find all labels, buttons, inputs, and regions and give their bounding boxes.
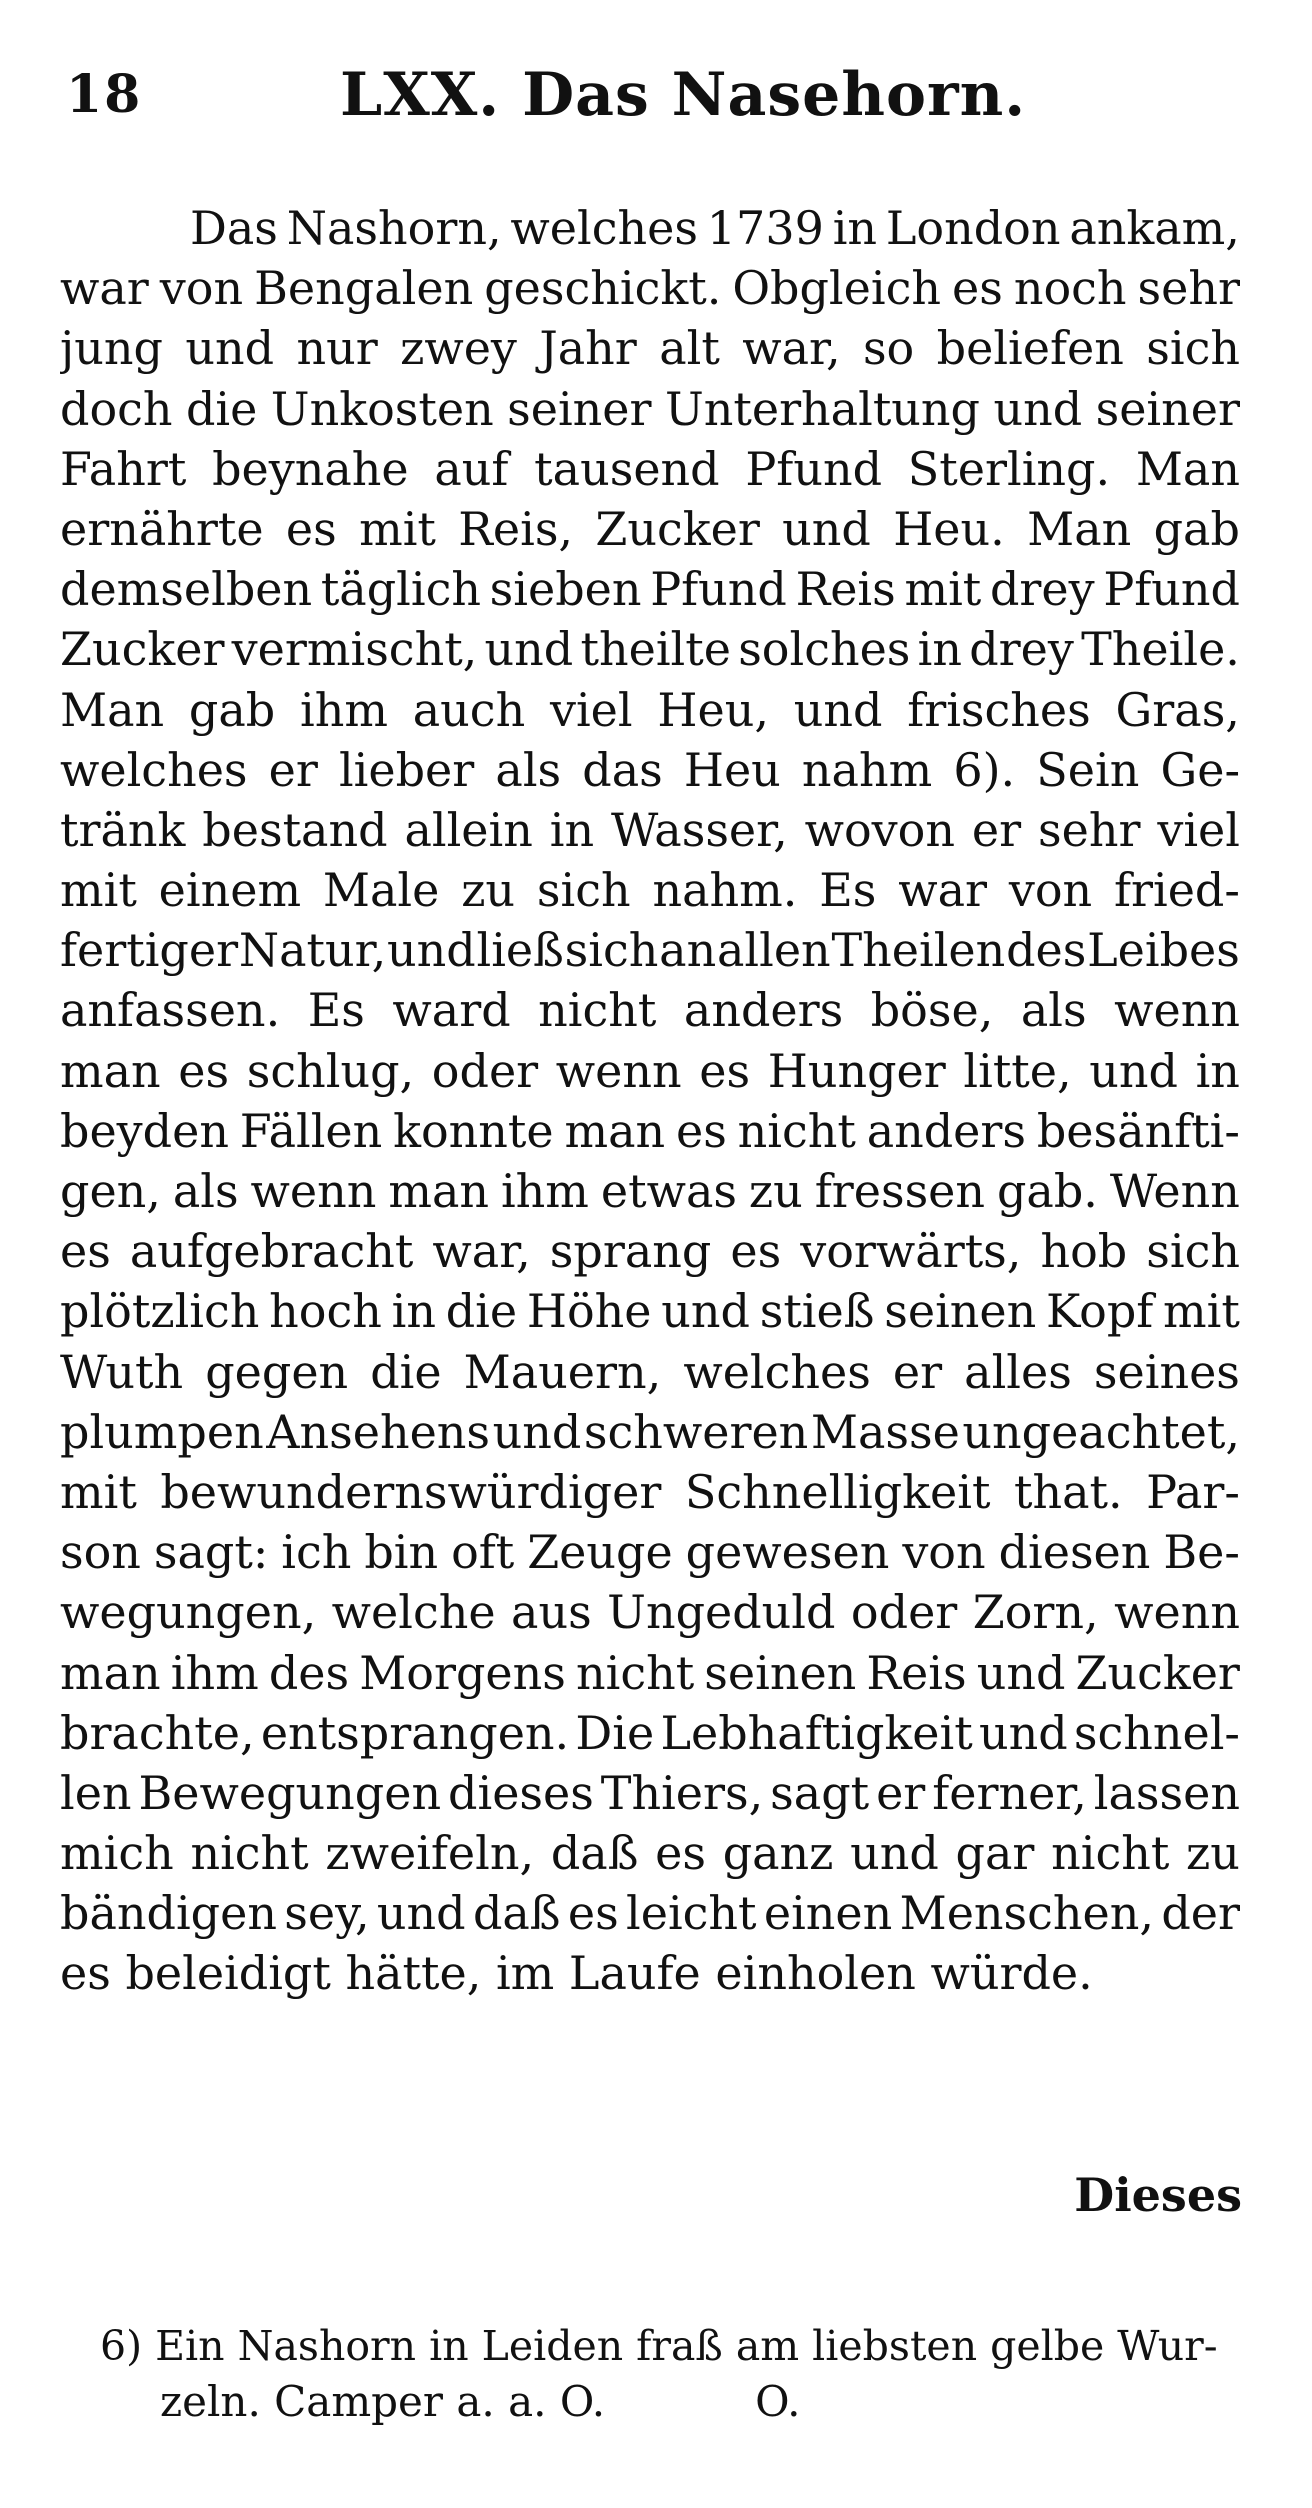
word: Man — [1027, 501, 1132, 556]
word: es — [675, 1103, 727, 1158]
word: drey — [969, 622, 1074, 677]
word: es — [951, 261, 1003, 316]
word: so — [862, 321, 915, 376]
word: und — [492, 1404, 582, 1459]
text-line — [60, 1582, 1240, 1642]
word: daß — [472, 1886, 561, 1941]
word: sieben — [489, 562, 642, 617]
word: man — [60, 1043, 161, 1098]
word: in — [832, 201, 878, 255]
word: konnte — [393, 1103, 554, 1158]
word: anders — [866, 1103, 1027, 1158]
word: Ungeduld — [607, 1585, 836, 1640]
word: auch — [412, 682, 526, 737]
word: mit — [904, 562, 982, 617]
word: fressen — [814, 1164, 986, 1218]
running-title: LXX. Das Nasehorn. — [340, 60, 1027, 130]
word: seinen — [704, 1645, 857, 1700]
word: oder — [850, 1585, 958, 1640]
word: die — [370, 1344, 442, 1399]
word: er — [892, 1344, 943, 1399]
word: es — [60, 1224, 111, 1279]
word: und — [850, 1826, 939, 1881]
word: dieses — [448, 1765, 594, 1820]
word: welches — [510, 201, 698, 255]
word: des — [268, 1645, 350, 1700]
word: er — [268, 742, 318, 797]
word: diesen — [998, 1525, 1151, 1580]
word: vermischt, — [231, 622, 478, 677]
word: Be- — [1163, 1525, 1240, 1580]
word: wenn — [555, 1043, 682, 1098]
word: es — [655, 1826, 706, 1881]
word: London — [885, 201, 1061, 255]
word: ernährte — [60, 501, 264, 556]
word: Nashorn, — [286, 201, 502, 255]
word: er — [971, 802, 1022, 857]
word: demselben — [60, 562, 313, 617]
word: Wenn — [1109, 1164, 1240, 1218]
word: bändigen — [60, 1886, 277, 1941]
text-line: es beleidigt hätte, im Laufe einholen würde. — [60, 1946, 1093, 2001]
text-line — [60, 1462, 1240, 1522]
word: seinen — [884, 1284, 1037, 1339]
text-line — [60, 1883, 1240, 1943]
text-line — [60, 1041, 1240, 1101]
word: Zorn, — [972, 1585, 1099, 1640]
word: wovon — [804, 802, 955, 857]
word: und — [376, 1886, 466, 1941]
text-line — [60, 980, 1240, 1040]
word: gar — [955, 1826, 1035, 1881]
word: und — [782, 501, 871, 556]
word: Theilen — [831, 923, 1006, 978]
word: Reis — [795, 562, 896, 617]
word: Sein — [1036, 742, 1140, 797]
word: sprang — [549, 1224, 712, 1279]
word: war, — [432, 1224, 531, 1279]
word: Kopf — [1046, 1284, 1154, 1339]
word: Heu, — [657, 682, 769, 737]
word: Lebhaftigkeit — [660, 1705, 973, 1760]
word: Pfund — [745, 441, 883, 496]
footnote-line — [100, 2374, 1240, 2430]
word: nahm. — [652, 863, 798, 918]
word: solches — [738, 622, 911, 677]
word: als — [495, 742, 562, 797]
word: hob — [1040, 1224, 1128, 1279]
word: nahm — [801, 742, 933, 797]
word: Zeuge — [527, 1525, 673, 1580]
word: sehr — [1037, 802, 1141, 857]
word: Man — [60, 682, 165, 737]
word: als — [1020, 983, 1087, 1038]
word: schweren — [583, 1404, 809, 1459]
word: sich — [536, 863, 631, 918]
word: Male — [322, 863, 440, 918]
word: täglich — [320, 562, 481, 617]
word: seiner — [507, 381, 652, 436]
text-line — [60, 1402, 1240, 1462]
text-line — [60, 1643, 1240, 1703]
word: Das — [190, 201, 278, 255]
word: einem — [158, 863, 302, 918]
footnote-initial: O. — [755, 2377, 801, 2426]
text-line — [60, 318, 1240, 378]
text-line — [60, 1703, 1240, 1763]
word: aus — [511, 1585, 592, 1640]
word: Es — [307, 983, 365, 1038]
footnote-citation: zeln. Camper a. a. O. — [160, 2377, 606, 2426]
word: bin — [364, 1525, 439, 1580]
word: gegen — [205, 1344, 349, 1399]
word: Menschen, — [899, 1886, 1155, 1941]
word: Ge- — [1160, 742, 1240, 797]
word: und — [793, 682, 883, 737]
word: seiner — [1095, 381, 1240, 436]
word: nicht — [575, 1645, 695, 1700]
page-header — [60, 52, 1240, 142]
word: leicht — [626, 1886, 757, 1941]
word: und — [661, 1284, 750, 1339]
word: schnel- — [1073, 1705, 1240, 1760]
footnote-line: 6) Ein Nashorn in Leiden fraß am liebsten gelbe Wur- — [100, 2322, 1218, 2370]
word: sey, — [284, 1886, 370, 1941]
word: Leibes — [1087, 923, 1240, 978]
word: war — [60, 261, 149, 316]
word: Wuth — [60, 1344, 184, 1399]
word: sich — [564, 923, 659, 978]
word: Die — [575, 1705, 655, 1760]
word: hoch — [269, 1284, 382, 1339]
catchword: Dieses — [1074, 2168, 1242, 2222]
word: bestand — [202, 802, 388, 857]
word: der — [1161, 1886, 1240, 1941]
word: welches — [60, 742, 248, 797]
word: war — [898, 863, 987, 918]
word: und — [993, 381, 1083, 436]
word: mit — [1163, 1284, 1240, 1339]
text-line — [60, 1342, 1240, 1402]
word: und — [978, 1705, 1068, 1760]
word: wegungen, — [60, 1585, 317, 1640]
word: Zucker — [60, 622, 225, 677]
word: gab. — [996, 1164, 1098, 1218]
word: und — [185, 321, 275, 376]
word: welche — [331, 1585, 496, 1640]
word: besänfti- — [1036, 1103, 1240, 1158]
word: gab — [188, 682, 276, 737]
word: fertiger — [60, 923, 239, 978]
word: die — [185, 381, 258, 436]
word: Reis — [866, 1645, 967, 1700]
word: brachte, — [60, 1705, 255, 1760]
word: doch — [60, 381, 173, 436]
word: und — [387, 923, 476, 978]
word: beliefen — [936, 321, 1124, 376]
word: nicht — [538, 983, 657, 1038]
word: von — [159, 261, 244, 316]
word: tausend — [534, 441, 720, 496]
word: entsprangen. — [260, 1705, 570, 1760]
word: und — [484, 622, 574, 677]
word: und — [976, 1645, 1066, 1700]
word: Es — [819, 863, 877, 918]
word: wenn — [1114, 983, 1240, 1038]
word: zu — [461, 863, 516, 918]
body-text — [60, 198, 1240, 2004]
word: einen — [763, 1886, 893, 1941]
word: nur — [296, 321, 378, 376]
word: sagt — [770, 1765, 870, 1820]
word: litte, — [963, 1043, 1072, 1098]
word: wenn — [1114, 1585, 1240, 1640]
text-line — [60, 619, 1240, 679]
word: ließ — [476, 923, 564, 978]
text-line — [60, 860, 1240, 920]
word: in — [549, 802, 595, 857]
page-number: 18 — [66, 64, 143, 125]
word: auf — [434, 441, 509, 496]
word: war, — [742, 321, 841, 376]
word: es — [699, 1043, 751, 1098]
word: Par- — [1146, 1464, 1240, 1519]
word: etwas — [600, 1164, 737, 1218]
word: er — [876, 1765, 926, 1820]
word: die — [445, 1284, 518, 1339]
word: daß — [550, 1826, 639, 1881]
text-line — [60, 198, 1240, 258]
word: schlug, — [246, 1043, 415, 1098]
word: drey — [989, 562, 1095, 617]
word: sagt: — [153, 1525, 269, 1580]
word: stieß — [759, 1284, 875, 1339]
text-line — [60, 680, 1240, 740]
word: Ansehens — [266, 1404, 491, 1459]
word: man — [60, 1645, 161, 1700]
word: wenn — [250, 1164, 377, 1218]
word: Natur, — [238, 923, 387, 978]
word: in — [917, 622, 962, 677]
word: oder — [431, 1043, 539, 1098]
word: Fahrt — [60, 441, 187, 496]
word: that. — [1013, 1464, 1123, 1519]
word: lieber — [338, 742, 475, 797]
text-line — [60, 439, 1240, 499]
word: ankam, — [1069, 201, 1240, 255]
word: an — [659, 923, 717, 978]
word: alt — [659, 321, 720, 376]
word: gab — [1153, 501, 1240, 556]
word: Pfund — [650, 562, 787, 617]
word: anders — [683, 983, 844, 1038]
word: nicht — [737, 1103, 856, 1158]
word: ungeachtet, — [962, 1404, 1240, 1459]
word: fried- — [1113, 863, 1240, 918]
text-line — [60, 1161, 1240, 1221]
word: nicht — [1051, 1826, 1170, 1881]
word: gewesen — [685, 1525, 890, 1580]
text-line — [60, 1522, 1240, 1582]
word: sich — [1146, 321, 1240, 376]
word: 6). — [953, 742, 1016, 797]
text-line — [60, 1823, 1240, 1883]
word: mit — [60, 1464, 137, 1519]
word: 1739 — [706, 201, 824, 255]
word: Mauern, — [463, 1344, 662, 1399]
word: Gras, — [1115, 682, 1240, 737]
word: beynahe — [212, 441, 409, 496]
word: allein — [404, 802, 533, 857]
word: noch — [1013, 261, 1127, 316]
word: mich — [60, 1826, 174, 1881]
word: theilte — [580, 622, 731, 677]
word: Hunger — [767, 1043, 946, 1098]
word: man — [564, 1103, 666, 1158]
word: ihm — [300, 682, 388, 737]
word: Wasser, — [611, 802, 788, 857]
text-line — [60, 920, 1240, 980]
footnote — [100, 2318, 1240, 2430]
word: allen — [716, 923, 831, 978]
word: Heu — [683, 742, 781, 797]
word: ferner, — [932, 1765, 1087, 1820]
word: es — [567, 1886, 619, 1941]
word: plumpen — [60, 1404, 264, 1459]
word: alles — [964, 1344, 1072, 1399]
word: böse, — [870, 983, 994, 1038]
word: von — [902, 1525, 986, 1580]
word: vorwärts, — [800, 1224, 1022, 1279]
word: plötzlich — [60, 1284, 260, 1339]
word: zwey — [400, 321, 517, 376]
word: ihm — [500, 1164, 589, 1218]
word: viel — [549, 682, 633, 737]
word: bewundernswürdiger — [160, 1464, 662, 1519]
word: Man — [1135, 441, 1240, 496]
word: und — [1089, 1043, 1178, 1098]
text-line — [60, 740, 1240, 800]
word: Fällen — [239, 1103, 383, 1158]
word: mit — [60, 863, 137, 918]
word: ihm — [170, 1645, 259, 1700]
word: das — [582, 742, 663, 797]
word: zu — [1186, 1826, 1240, 1881]
word: von — [1008, 863, 1093, 918]
word: Obgleich — [732, 261, 941, 316]
word: Schnelligkeit — [684, 1464, 991, 1519]
word: lassen — [1093, 1765, 1240, 1820]
word: aufgebracht — [129, 1224, 414, 1279]
word: nicht — [190, 1826, 309, 1881]
word: anfassen. — [60, 983, 281, 1038]
word: Unterhaltung — [664, 381, 981, 436]
word: frisches — [907, 682, 1091, 737]
word: ward — [392, 983, 511, 1038]
word: es — [730, 1224, 782, 1279]
word: Unkosten — [270, 381, 494, 436]
word: Heu. — [893, 501, 1005, 556]
word: Jahr — [539, 321, 637, 376]
word: geschickt. — [484, 261, 722, 316]
word: Pfund — [1103, 562, 1240, 617]
text-line — [60, 1221, 1240, 1281]
word: ganz — [722, 1826, 834, 1881]
word: Zucker — [1075, 1645, 1240, 1700]
word: Zucker — [595, 501, 760, 556]
word: es — [285, 501, 337, 556]
word: zweifeln, — [325, 1826, 535, 1881]
word: Bewegungen — [138, 1765, 442, 1820]
text-line — [60, 379, 1240, 439]
word: beyden — [60, 1103, 229, 1158]
word: sehr — [1137, 261, 1240, 316]
word: Thiers, — [600, 1765, 764, 1820]
text-line — [60, 499, 1240, 559]
word: oft — [451, 1525, 515, 1580]
word: Masse — [810, 1404, 960, 1459]
word: es — [178, 1043, 230, 1098]
word: man — [388, 1164, 490, 1218]
text-line — [60, 1281, 1240, 1341]
word: Sterling. — [907, 441, 1111, 496]
word: welches — [683, 1344, 871, 1399]
word: in — [391, 1284, 436, 1339]
word: Bengalen — [254, 261, 474, 316]
word: zu — [748, 1164, 803, 1218]
word: jung — [60, 321, 163, 376]
word: sich — [1146, 1224, 1240, 1279]
word: Reis, — [458, 501, 574, 556]
word: Morgens — [359, 1645, 566, 1700]
word: Höhe — [526, 1284, 652, 1339]
word: als — [172, 1164, 239, 1218]
text-line — [60, 1763, 1240, 1823]
word: des — [1006, 923, 1087, 978]
word: mit — [359, 501, 436, 556]
word: Theile. — [1081, 622, 1240, 677]
word: ich — [281, 1525, 352, 1580]
text-line — [60, 258, 1240, 318]
text-line — [60, 1101, 1240, 1161]
word: viel — [1157, 802, 1240, 857]
text-line — [60, 559, 1240, 619]
word: gen, — [60, 1164, 161, 1218]
word: tränk — [60, 802, 186, 857]
word: son — [60, 1525, 141, 1580]
text-line — [60, 800, 1240, 860]
word: in — [1195, 1043, 1240, 1098]
word: seines — [1093, 1344, 1240, 1399]
word: len — [60, 1765, 132, 1820]
